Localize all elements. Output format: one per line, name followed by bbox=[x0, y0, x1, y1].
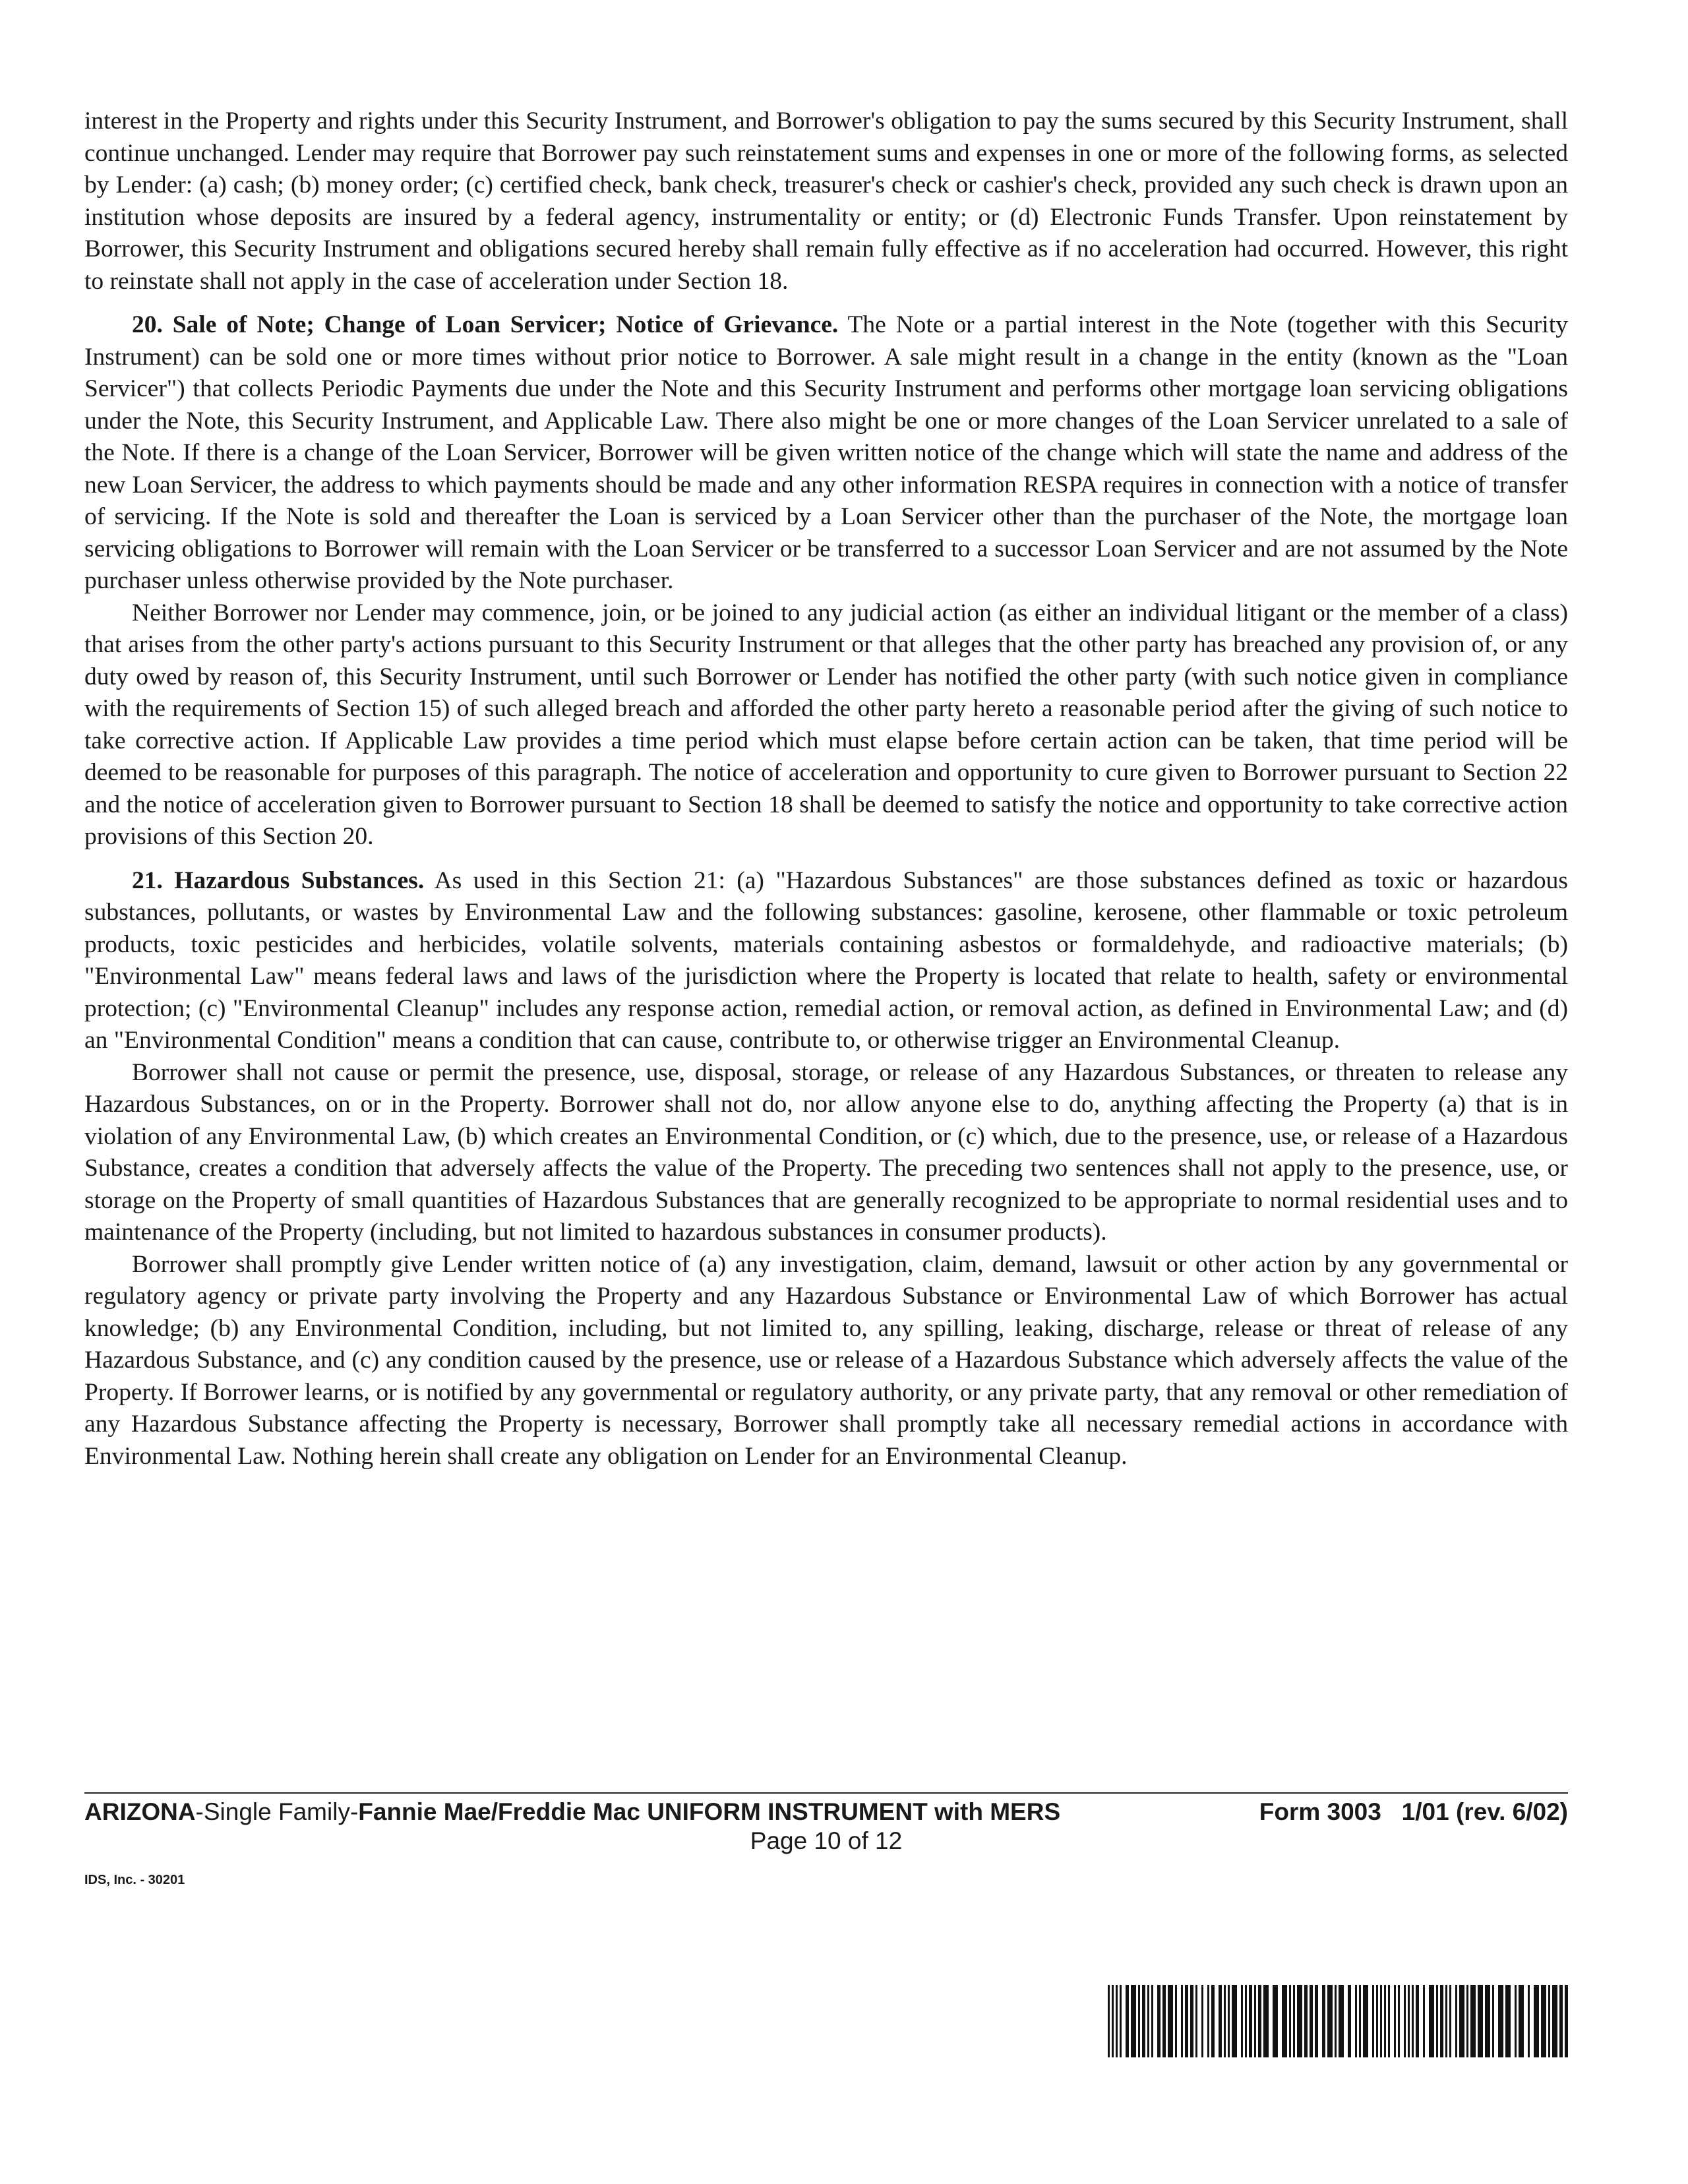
barcode-bar bbox=[1126, 1985, 1129, 2057]
barcode-bar bbox=[1219, 1985, 1222, 2057]
barcode-bar bbox=[1548, 1985, 1550, 2057]
barcode-bar bbox=[1151, 1985, 1153, 2057]
barcode-bar bbox=[1224, 1985, 1226, 2057]
barcode-bar bbox=[1181, 1985, 1183, 2057]
barcode-bar bbox=[1310, 1985, 1313, 2057]
barcode-bar bbox=[1228, 1985, 1230, 2057]
barcode-bar bbox=[1162, 1985, 1166, 2057]
barcode-bar bbox=[1498, 1985, 1503, 2057]
barcode-bar bbox=[1245, 1985, 1247, 2057]
barcode-bar bbox=[1478, 1985, 1483, 2057]
section-20-heading: 20. Sale of Note; Change of Loan Servicer; Notice of Grievance. bbox=[132, 311, 839, 338]
barcode-bar bbox=[1466, 1985, 1468, 2057]
section-21-paragraph-3: Borrower shall promptly give Lender written notice of (a) any investigation, claim, demand, lawsuit or other action by any governmental or regulatory agency or private party involving the Property and any Hazardous Substance or Environmental Law of which Borrower has actual knowledge; (b) any Environmental Condition, including, but not limited to, any spilling, leaking, discharge, release or threat of release of any Hazardous Substance, and (c) any condition caused by the presence, use or release of a Hazardous Substance which adversely affects the value of the Property. If Borrower learns, or is notified by any governmental or regulatory authority, or any private party, that any removal or other remediation of any Hazardous Substance affecting the Property is necessary, Borrower shall promptly take all necessary remedial actions in accordance with Environmental Law. Nothing herein shall create any obligation on Lender for an Environmental Cleanup. bbox=[84, 1250, 1568, 1470]
barcode-bar bbox=[1185, 1985, 1188, 2057]
barcode-bar bbox=[1241, 1985, 1243, 2057]
barcode-bar bbox=[1339, 1985, 1344, 2057]
barcode-bar bbox=[1201, 1985, 1203, 2057]
barcode-bar bbox=[1175, 1985, 1177, 2057]
barcode-bar bbox=[1384, 1985, 1386, 2057]
barcode-bar bbox=[1449, 1985, 1451, 2057]
page-number: Page 10 of 12 bbox=[750, 1827, 903, 1854]
barcode-bar bbox=[1445, 1985, 1447, 2057]
barcode-bar bbox=[1552, 1985, 1557, 2057]
barcode-bar bbox=[1388, 1985, 1390, 2057]
barcode-bar bbox=[1485, 1985, 1490, 2057]
section-20-paragraph-2: Neither Borrower nor Lender may commence, join, or be joined to any judicial action (as either an individual litigant or the member of a class) that arises from the other party's actions pursuant to this Security Instrument or that alleges that the other party has breached any provision of, or any duty owed by reason of, this Security Instrument, until such Borrower or Lender has notified the other party (with such notice given in compliance with the requirements of Section 15) of such alleged breach and afforded the other party hereto a reasonable period after the giving of such notice to take corrective action. If Applicable Law provides a time period which must elapse before certain action can be taken, that time period will be deemed to be reasonable for purposes of this paragraph. The notice of acceleration and opportunity to cure given to Borrower pursuant to Section 22 and the notice of acceleration given to Borrower pursuant to Section 18 shall be deemed to satisfy the notice and opportunity to take corrective action provisions of this Section 20. bbox=[84, 599, 1568, 850]
barcode-bar bbox=[1515, 1985, 1517, 2057]
barcode-bar bbox=[1147, 1985, 1149, 2057]
barcode-bar bbox=[1412, 1985, 1414, 2057]
barcode-bar bbox=[1528, 1985, 1530, 2057]
barcode-bar bbox=[1348, 1985, 1351, 2057]
barcode-bar bbox=[1363, 1985, 1368, 2057]
barcode-bar bbox=[1322, 1985, 1325, 2057]
barcode-bar bbox=[1168, 1985, 1173, 2057]
barcode-bar bbox=[1327, 1985, 1333, 2057]
barcode-bar bbox=[1541, 1985, 1546, 2057]
barcode-bar bbox=[1429, 1985, 1434, 2057]
barcode-bar bbox=[1282, 1985, 1287, 2057]
barcode-bar bbox=[1565, 1985, 1568, 2057]
barcode-bar bbox=[1398, 1985, 1400, 2057]
form-footer bbox=[84, 1792, 1568, 1856]
barcode-bar bbox=[1416, 1985, 1419, 2057]
barcode-bar bbox=[1273, 1985, 1278, 2057]
barcode-bar bbox=[1519, 1985, 1524, 2057]
barcode-bar bbox=[1380, 1985, 1382, 2057]
footer-state: ARIZONA bbox=[84, 1798, 196, 1825]
barcode-bar bbox=[1372, 1985, 1374, 2057]
barcode-bar bbox=[1263, 1985, 1269, 2057]
barcode-bar bbox=[1190, 1985, 1193, 2057]
barcode-bar bbox=[1116, 1985, 1118, 2057]
barcode-bar bbox=[1138, 1985, 1140, 2057]
barcode-bar bbox=[1108, 1985, 1110, 2057]
barcode-bar bbox=[1404, 1985, 1406, 2057]
section-20-text: The Note or a partial interest in the Note (together with this Security Instrument) can be sold one or more times without prior notice to Borrower. A sale might result in a change in the entity (known as the "Loan Servicer") that collects Periodic Payments due under the Note and this Security Instrument and performs other mortgage loan servicing obligations under the Note, this Security Instrument, and Applicable Law. There also might be one or more changes of the Loan Servicer unrelated to a sale of the Note. If there is a change of the Loan Servicer, Borrower will be given written notice of the change which will state the name and address of the new Loan Servicer, the address to which payments should be made and any other information RESPA requires in connection with a notice of transfer of servicing. If the Note is sold and thereafter the Loan is serviced by a Loan Servicer other than the purchaser of the Note, the mortgage loan servicing obligations to Borrower will remain with the Loan Servicer or be transferred to a successor Loan Servicer and are not assumed by the Note purchaser unless otherwise provided by the Note purchaser. bbox=[84, 311, 1569, 594]
barcode-bar bbox=[1376, 1985, 1378, 2057]
barcode-bar bbox=[1359, 1985, 1361, 2057]
paragraph-continuation: interest in the Property and rights under this Security Instrument, and Borrower's obligation to pay the sums secured by this Security Instrument, shall continue unchanged. Lender may require that Borrower pay such reinstatement sums and expenses in one or more of the following forms, as selected by Lender: (a) cash; (b) money order; (c) certified check, bank check, treasurer's check or cashier's check, provided any such check is drawn upon an institution whose deposits are insured by a federal agency, instrumentality or entity; or (d) Electronic Funds Transfer. Upon reinstatement by Borrower, this Security Instrument and obligations secured hereby shall remain fully effective as if no acceleration had occurred. However, this right to reinstate shall not apply in the case of acceleration under Section 18. bbox=[84, 107, 1568, 295]
barcode-bar bbox=[1304, 1985, 1308, 2057]
barcode-bar bbox=[1315, 1985, 1318, 2057]
barcode-bar bbox=[1211, 1985, 1215, 2057]
barcode-bar bbox=[1120, 1985, 1122, 2057]
section-21-paragraph-2: Borrower shall not cause or permit the presence, use, disposal, storage, or release of any Hazardous Substances, or threaten to release any Hazardous Substances, on or in the Property. Borrower shall not do, nor allow anyone else to do, anything affecting the Property (a) that is in violation of any Environmental Law, (b) which creates an Environmental Condition, or (c) which, due to the presence, use, or release of a Hazardous Substance, creates a condition that adversely affects the value of the Property. The preceding two sentences shall not apply to the presence, use, or storage on the Property of small quantities of Hazardous Substances that are generally recognized to be appropriate to normal residential uses and to maintenance of the Property (including, but not limited to hazardous substances in consumer products). bbox=[84, 1058, 1568, 1246]
barcode-bar bbox=[1289, 1985, 1291, 2057]
section-20-paragraph bbox=[84, 309, 1568, 597]
section-21-paragraph bbox=[84, 865, 1568, 1057]
barcode-bar bbox=[1112, 1985, 1114, 2057]
barcode-bar bbox=[1534, 1985, 1539, 2057]
barcode-bar bbox=[1335, 1985, 1337, 2057]
barcode-bar bbox=[1559, 1985, 1563, 2057]
footer-separator: -Single Family- bbox=[195, 1798, 359, 1825]
barcode-bar bbox=[1207, 1985, 1209, 2057]
barcode-bar bbox=[1195, 1985, 1197, 2057]
barcode-bar bbox=[1455, 1985, 1457, 2057]
barcode-bar bbox=[1131, 1985, 1136, 2057]
barcode-bar bbox=[1355, 1985, 1357, 2057]
barcode bbox=[1108, 1985, 1569, 2057]
barcode-bar bbox=[1408, 1985, 1410, 2057]
footer-form-line bbox=[84, 1798, 1568, 1827]
barcode-bar bbox=[1297, 1985, 1302, 2057]
barcode-bar bbox=[1249, 1985, 1252, 2057]
barcode-bar bbox=[1440, 1985, 1443, 2057]
section-21-heading: 21. Hazardous Substances. bbox=[132, 866, 425, 894]
barcode-bar bbox=[1258, 1985, 1261, 2057]
footer-divider bbox=[84, 1792, 1568, 1794]
footer-form-number: Form 3003 1/01 (rev. 6/02) bbox=[1259, 1798, 1568, 1825]
barcode-bar bbox=[1492, 1985, 1494, 2057]
footer-ids-code: IDS, Inc. - 30201 bbox=[84, 1873, 185, 1887]
section-21-text: As used in this Section 21: (a) "Hazardous Substances" are those substances defined as toxic or hazardous substances, pollutants, or wastes by Environmental Law and the following substances: gasoline, kerosene, other flammable or toxic petroleum products, toxic pesticides and herbicides, volatile solvents, materials containing asbestos or formaldehyde, and radioactive materials; (b) "Environmental Law" means federal laws and laws of the jurisdiction where the Property is located that relate to health, safety or environmental protection; (c) "Environmental Cleanup" includes any response action, remedial action, or removal action, as defined in Environmental Law; and (d) an "Environmental Condition" means a condition that can cause, contribute to, or otherwise trigger an Environmental Cleanup. bbox=[84, 866, 1568, 1054]
footer-form-title bbox=[84, 1798, 1060, 1827]
barcode-bar bbox=[1436, 1985, 1438, 2057]
barcode-bar bbox=[1232, 1985, 1237, 2057]
barcode-bar bbox=[1470, 1985, 1476, 2057]
barcode-bar bbox=[1254, 1985, 1256, 2057]
barcode-bar bbox=[1142, 1985, 1145, 2057]
barcode-bar bbox=[1394, 1985, 1396, 2057]
barcode-bar bbox=[1505, 1985, 1511, 2057]
barcode-bar bbox=[1293, 1985, 1295, 2057]
barcode-bar bbox=[1157, 1985, 1160, 2057]
barcode-bar bbox=[1459, 1985, 1464, 2057]
document-body bbox=[84, 106, 1568, 1472]
footer-instrument: Fannie Mae/Freddie Mac UNIFORM INSTRUMENT with MERS bbox=[358, 1798, 1061, 1825]
barcode-bar bbox=[1423, 1985, 1425, 2057]
